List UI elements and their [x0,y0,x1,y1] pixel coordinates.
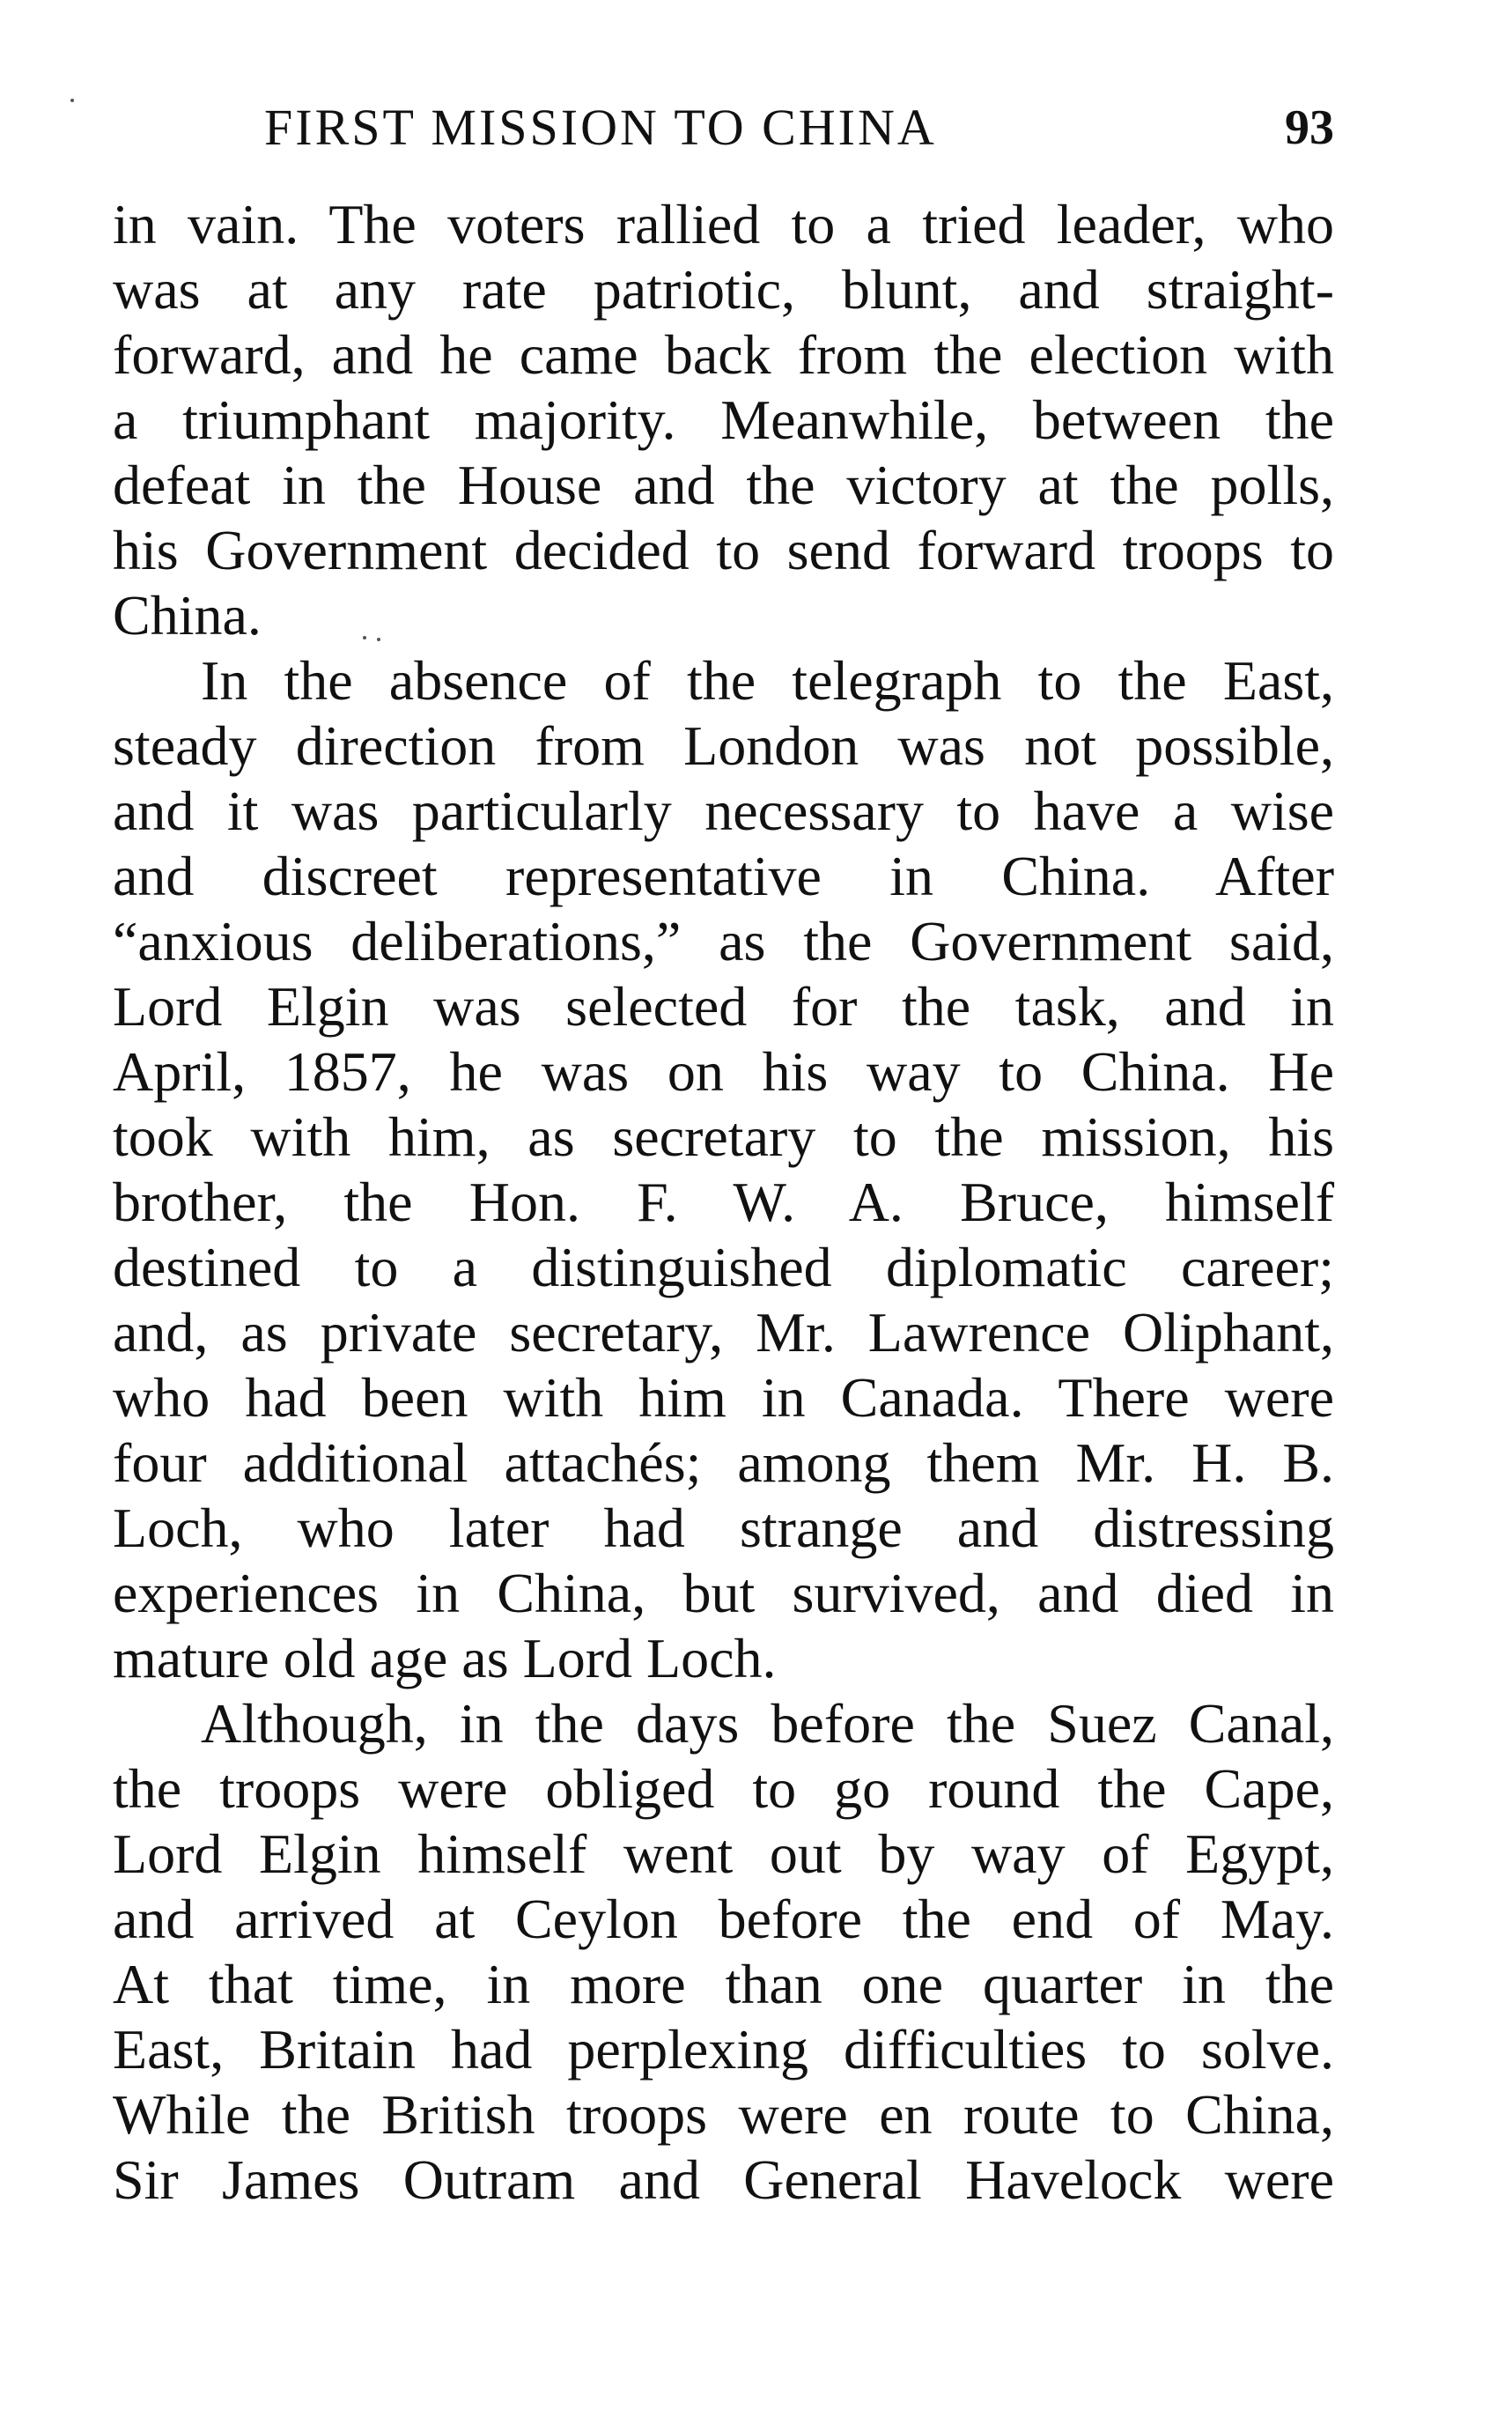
text-line: steady direction from London was not possible, [113,714,1334,777]
running-title: FIRST MISSION TO CHINA [264,99,937,156]
text-line: took with him, as secretary to the mission, his [113,1105,1334,1168]
text-line: and, as private secretary, Mr. Lawrence Oliphant, [113,1301,1334,1364]
text-line: in vain. The voters rallied to a tried leader, who [113,193,1334,255]
paragraph-3 [113,1691,1334,2213]
text-line: brother, the Hon. F. W. A. Bruce, himself [113,1171,1334,1233]
text-line: April, 1857, he was on his way to China. He [113,1040,1334,1103]
text-line: While the British troops were en route to China, [113,2083,1334,2146]
text-line: experiences in China, but survived, and died in [113,1562,1334,1624]
text-line: China. [113,584,262,647]
text-line: was at any rate patriotic, blunt, and straight- [113,258,1334,321]
text-line: a triumphant majority. Meanwhile, between the [113,388,1334,451]
text-line: and it was particularly necessary to have a wise [113,780,1334,842]
text-line: his Government decided to send forward troops to [113,519,1334,581]
text-line: four additional attachés; among them Mr. H. B. [113,1431,1334,1494]
text-line: mature old age as Lord Loch. [113,1627,777,1689]
scan-speck [70,99,74,102]
text-line: East, Britain had perplexing difficulties to solve. [113,2018,1334,2081]
text-line: Although, in the days before the Suez Canal, [201,1692,1334,1755]
paragraph-1 [113,192,1334,648]
scan-speck [377,638,380,641]
text-line: and arrived at Ceylon before the end of May. [113,1888,1334,1950]
text-line: At that time, in more than one quarter in the [113,1953,1334,2015]
scan-speck [363,636,366,639]
text-line: who had been with him in Canada. There were [113,1366,1334,1429]
text-line: the troops were obliged to go round the Cape, [113,1757,1334,1820]
text-line: forward, and he came back from the election with [113,323,1334,386]
paragraph-2 [113,648,1334,1691]
text-line: Sir James Outram and General Havelock were [113,2148,1334,2211]
text-line: and discreet representative in China. After [113,845,1334,907]
text-line: “anxious deliberations,” as the Government said, [113,910,1334,972]
page-number: 93 [1285,100,1334,155]
text-line: Loch, who later had strange and distressing [113,1497,1334,1559]
text-line: Lord Elgin himself went out by way of Egypt, [113,1822,1334,1885]
text-line: Lord Elgin was selected for the task, and in [113,975,1334,1038]
text-line: In the absence of the telegraph to the East, [201,649,1334,712]
page-header [264,92,1334,163]
text-line: destined to a distinguished diplomatic career; [113,1236,1334,1298]
text-line: defeat in the House and the victory at the polls, [113,454,1334,516]
body-text [113,192,1334,2213]
